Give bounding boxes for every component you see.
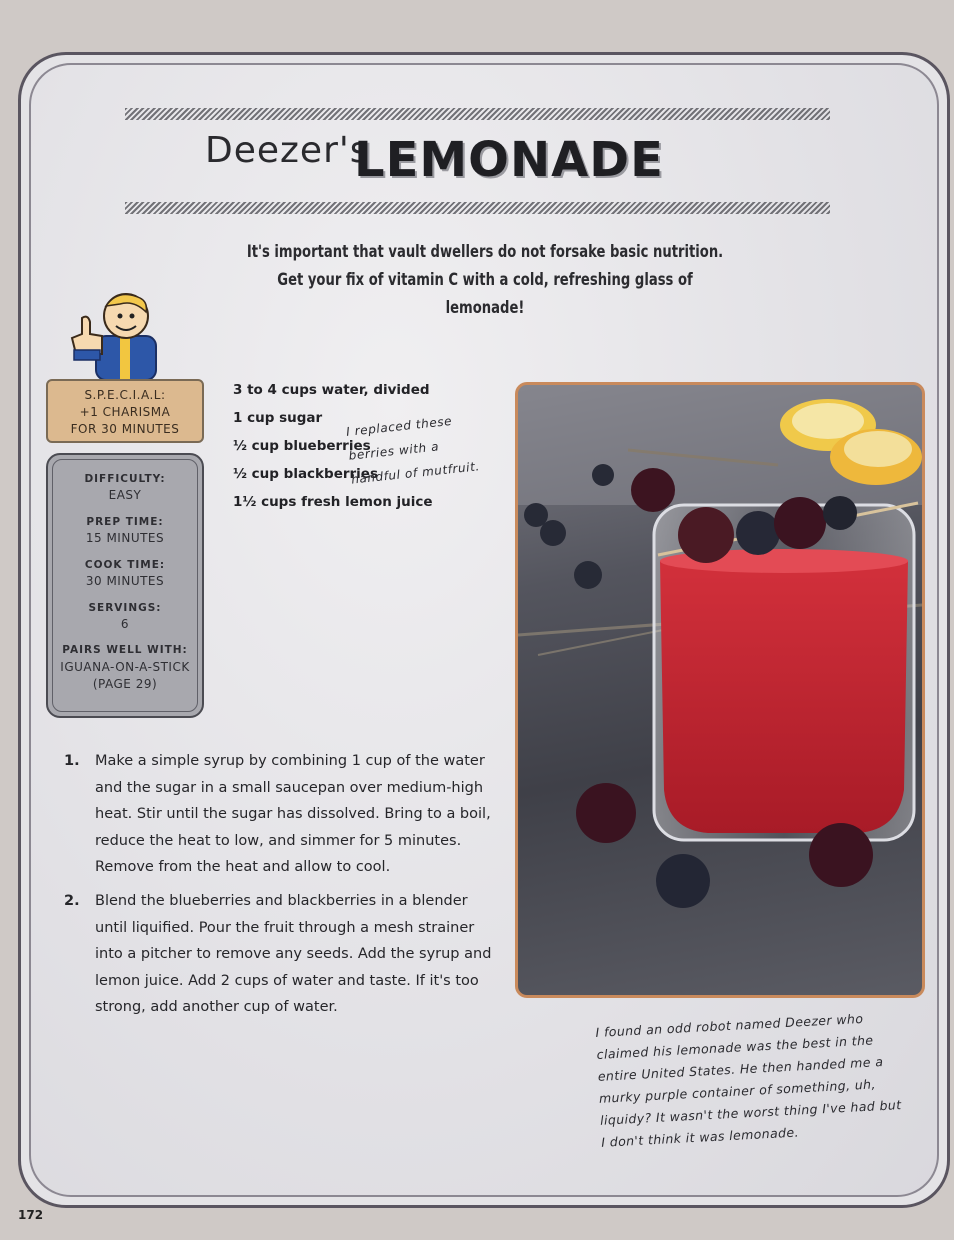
special-stat: +1 CHARISMA (79, 405, 171, 419)
handnote-line: I replaced these (345, 413, 453, 439)
recipe-stats-box (46, 453, 204, 718)
special-title: S.P.E.C.I.A.L: (84, 388, 166, 402)
ingredient-item: ½ cup blueberries (233, 438, 371, 454)
title-script: Deezer's (205, 130, 370, 171)
step-number: 2. (64, 893, 80, 909)
step-number: 1. (64, 753, 80, 769)
intro-text: It's important that vault dwellers do not forsake basic nutrition. Get your fix of vitamin C with a cold, refreshing glass of lemonade! (246, 242, 724, 318)
cook-time-label: COOK TIME: (84, 559, 166, 571)
top-divider-stripe (125, 108, 830, 120)
lemonade-photo-illustration (518, 385, 922, 995)
pairs-well-page: (PAGE 29) (92, 677, 158, 691)
servings-value: 6 (120, 617, 130, 631)
handnote-line: berries with a (348, 439, 440, 463)
difficulty-value: EASY (108, 488, 142, 502)
ingredient-item: 1 cup sugar (233, 410, 323, 426)
bottom-divider-stripe (125, 202, 830, 214)
special-bonus-box (46, 379, 204, 443)
handnote-line: handful of mutfruit. (350, 459, 481, 487)
ingredient-item: 1½ cups fresh lemon juice (233, 494, 433, 510)
pairs-well-value: IGUANA-ON-A-STICK (60, 660, 190, 674)
handwritten-robot-note: I found an odd robot named Deezer who claimed his lemonade was the best in the entire United States. He then handed me a murky purple container of something, uh, liquidy? It wasn't the worst thing I've had but I don't think it was lemonade. (595, 1010, 902, 1150)
step-text: Blend the blueberries and blackberries in a blender until liquified. Pour the fruit through a mesh strainer into a pitcher to remove any seeds. Add the syrup and lemon juice. Add 2 cups of water and taste. If it's too strong, add another cup of water. (95, 893, 492, 1015)
step-text: Make a simple syrup by combining 1 cup of the water and the sugar in a small saucepan over medium-high heat. Stir until the sugar has dissolved. Bring to a boil, reduce the heat to low, and simmer for 5 minutes. Remove from the heat and allow to cool. (95, 753, 491, 875)
servings-label: SERVINGS: (88, 602, 162, 614)
difficulty-label: DIFFICULTY: (84, 473, 166, 485)
ingredient-item: 3 to 4 cups water, divided (233, 382, 430, 398)
vault-boy-thumbs-up-icon (68, 288, 168, 380)
prep-time-value: 15 MINUTES (85, 531, 165, 545)
pairs-well-label: PAIRS WELL WITH: (62, 644, 188, 656)
page-number: 172 (18, 1208, 44, 1222)
lemonade-photo (515, 382, 925, 998)
prep-time-label: PREP TIME: (86, 516, 164, 528)
special-duration: FOR 30 MINUTES (70, 422, 180, 436)
ingredient-item: ½ cup blackberries (233, 466, 378, 482)
page-title: LEMONADE (354, 132, 664, 188)
cook-time-value: 30 MINUTES (85, 574, 165, 588)
